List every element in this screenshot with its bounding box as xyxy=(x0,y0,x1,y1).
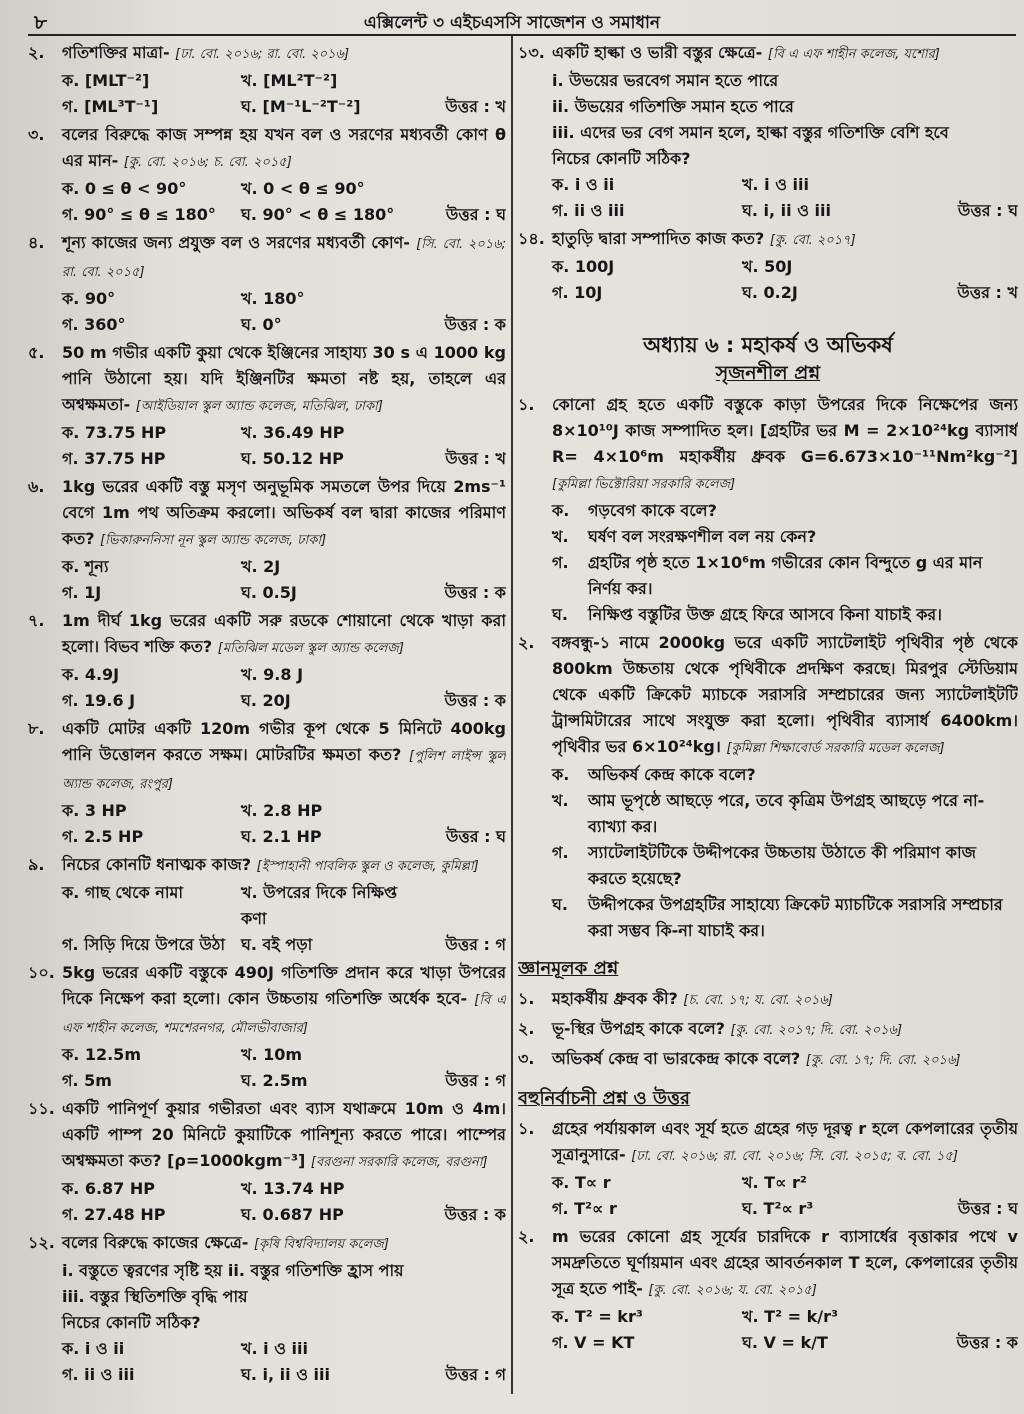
question-number: ৫. xyxy=(28,343,45,362)
question-text xyxy=(62,1096,506,1176)
question-item xyxy=(28,40,506,120)
option: খ. 36.49 HP xyxy=(241,423,345,442)
question-text xyxy=(552,1016,1018,1044)
question-number: ১৩. xyxy=(518,43,545,62)
option: ক. 6.87 HP xyxy=(62,1179,156,1198)
option: ক. শূন্য xyxy=(62,557,109,576)
question-statement: নিচের কোনটি সঠিক? xyxy=(552,149,691,168)
question-stem xyxy=(518,1224,1018,1304)
question-text xyxy=(552,40,1018,68)
part-text: গড়বেগ কাকে বলে? xyxy=(588,501,717,520)
question-body: গতিশক্তির মাত্রা- xyxy=(62,43,170,62)
options-grid xyxy=(62,798,506,850)
option: গ. T²∝ r xyxy=(552,1199,617,1218)
mcq-block-top xyxy=(518,40,1018,306)
question-stem xyxy=(28,230,506,286)
question-body: মহাকর্ষীয় ধ্রুবক কী? xyxy=(552,989,678,1008)
answer-label: উত্তর : গ xyxy=(445,1071,506,1090)
question-text xyxy=(552,1116,1018,1170)
question-stem xyxy=(518,40,1018,68)
question-stem xyxy=(28,1096,506,1176)
option: ক. 0 ≤ θ < 90° xyxy=(62,179,187,198)
option: গ. 360° xyxy=(62,315,126,334)
option: গ. সিড়ি দিয়ে উপরে উঠা xyxy=(62,935,226,954)
question-number: ১. xyxy=(518,989,535,1008)
option: ক. i ও ii xyxy=(552,175,615,194)
question-item xyxy=(28,716,506,850)
question-source: [মতিঝিল মডেল স্কুল অ্যান্ড কলেজ] xyxy=(217,641,404,656)
answer-label: উত্তর : ঘ xyxy=(445,205,506,224)
question-item xyxy=(28,230,506,338)
question-body: একটি মোটর একটি 120m গভীর কূপ থেকে 5 মিনিটে 400kg পানি উত্তোলন করতে সক্ষম। মোটরটির ক্ষমতা কত? xyxy=(62,719,506,764)
question-text xyxy=(552,392,1018,498)
part-text: গ্রহটির পৃষ্ঠ হতে 1×10⁶m গভীরের কোন বিন্দুতে g এর মান নির্ণয় কর। xyxy=(588,553,983,598)
options-grid xyxy=(552,254,1018,306)
question-source: [কু. বো. ২০১৭] xyxy=(769,233,856,248)
spacer xyxy=(932,254,1018,280)
option: ক. i ও ii xyxy=(62,1339,125,1358)
knowledge-questions xyxy=(518,986,1018,1074)
question-text xyxy=(62,340,506,420)
option: ক. 12.5m xyxy=(62,1045,141,1064)
creative-heading: সৃজনশীল প্রশ্ন xyxy=(715,362,821,384)
option: ঘ. 90° < θ ≤ 180° xyxy=(241,205,395,224)
page-header xyxy=(0,6,1024,36)
question-item xyxy=(28,1096,506,1228)
part-text: ঘর্ষণ বল সংরক্ষণশীল বল নয় কেন? xyxy=(588,527,817,546)
answer-label: উত্তর : ক xyxy=(444,583,506,602)
part-text: স্যাটেলাইটটিকে উদ্দীপকের উচ্চতায় উঠাতে কী পরিমাণ কাজ করতে হয়েছে? xyxy=(588,843,976,888)
spacer xyxy=(932,1304,1018,1330)
part-text: উদ্দীপকের উপগ্রহটির সাহায্যে ক্রিকেট ম্যাচটিকে সরাসরি সম্প্রচার করা সম্ভব কি-না যাচাই কর। xyxy=(588,895,1003,940)
question-stem xyxy=(28,608,506,662)
option: খ. 0 < θ ≤ 90° xyxy=(241,179,365,198)
option: খ. i ও iii xyxy=(241,1339,309,1358)
question-number: ৯. xyxy=(28,855,45,874)
option: ঘ. [M⁻¹L⁻²T⁻²] xyxy=(241,97,361,116)
answer-label: উত্তর : ক xyxy=(444,315,506,334)
question-item xyxy=(28,608,506,714)
question-number: ২. xyxy=(28,43,45,62)
option: খ. 13.74 HP xyxy=(241,1179,345,1198)
question-text xyxy=(62,1230,506,1258)
option: গ. 10J xyxy=(552,283,603,302)
question-part xyxy=(552,550,1018,602)
creative-question xyxy=(518,630,1018,944)
option: খ. T∝ r² xyxy=(742,1173,807,1192)
question-statement: i. উভয়ের ভরবেগ সমান হতে পারে xyxy=(552,71,779,90)
spacer xyxy=(932,172,1018,198)
answer-label: উত্তর : ঘ xyxy=(445,827,506,846)
question-number: ২. xyxy=(518,633,535,652)
question-part xyxy=(552,498,1018,524)
question-text xyxy=(552,1224,1018,1304)
option: ক. গাছ থেকে নামা xyxy=(62,883,183,902)
question-text xyxy=(552,986,1018,1014)
question-source: [পুলিশ লাইন্স স্কুল অ্যান্ড কলেজ, রংপুর] xyxy=(62,749,506,792)
option: ক. T² = kr³ xyxy=(552,1307,643,1326)
question-item xyxy=(518,1224,1018,1356)
spacer xyxy=(420,1336,506,1362)
question-part xyxy=(552,524,1018,550)
option: ঘ. 0° xyxy=(241,315,282,334)
options-grid xyxy=(62,1176,506,1228)
options-grid xyxy=(62,1336,506,1388)
answer-label: উত্তর : ঘ xyxy=(957,201,1018,220)
option: খ. 50J xyxy=(742,257,793,276)
part-label: ক. xyxy=(552,501,570,520)
question-body: কোনো গ্রহ হতে একটি বস্তুকে কাড়া উপরের দিকে নিক্ষেপের জন্য 8×10¹⁰J কাজ সম্পাদিত হল। [গ্রহটির ভর M = 2×10²⁴kg ব্যাসার্ধ R= 4×10⁶m মহাকর্ষীয় ধ্রুবক G=6.673×10⁻¹¹Nm²kg⁻²] xyxy=(552,395,1018,466)
question-stem xyxy=(518,1016,1018,1044)
question-stem xyxy=(28,474,506,554)
question-item xyxy=(28,852,506,958)
left-column xyxy=(28,40,506,1414)
question-source: [চ. বো. ১৭; য. বো. ২০১৬] xyxy=(683,993,833,1008)
spacer xyxy=(420,176,506,202)
option: গ. [ML³T⁻¹] xyxy=(62,97,159,116)
option: খ. i ও iii xyxy=(742,175,810,194)
question-source: [ইস্পাহানী পাবলিক স্কুল ও কলেজ, কুমিল্লা] xyxy=(256,859,479,874)
option: খ. উপরের দিকে নিক্ষিপ্ত কণা xyxy=(241,883,398,928)
option: গ. 27.48 HP xyxy=(62,1205,166,1224)
spacer xyxy=(420,1042,506,1068)
question-stem xyxy=(518,1116,1018,1170)
answer-label: উত্তর : খ xyxy=(445,449,506,468)
options-grid xyxy=(62,286,506,338)
question-statement: ii. উভয়ের গতিশক্তি সমান হতে পারে xyxy=(552,97,794,116)
option: ঘ. T²∝ r³ xyxy=(742,1199,814,1218)
question-number: ১২. xyxy=(28,1233,55,1252)
option: ঘ. V = k/T xyxy=(742,1333,828,1352)
question-body: গ্রহের পর্যায়কাল এবং সূর্য হতে গ্রহের গড় দূরত্ব r হলে কেপলারের তৃতীয় সূত্রানুসারে- xyxy=(552,1119,1018,1164)
option: ক. 4.9J xyxy=(62,665,120,684)
option: খ. 9.8 J xyxy=(241,665,304,684)
option: গ. 19.6 J xyxy=(62,691,136,710)
answer-label: উত্তর : ঘ xyxy=(957,1199,1018,1218)
question-item xyxy=(518,986,1018,1014)
right-column xyxy=(518,40,1018,1414)
question-item xyxy=(518,1016,1018,1044)
option: ঘ. 0.687 HP xyxy=(241,1205,344,1224)
question-body: শূন্য কাজের জন্য প্রযুক্ত বল ও সরণের মধ্যবর্তী কোণ- xyxy=(62,233,410,252)
page-number: ৮ xyxy=(34,10,47,34)
part-text: আম ভূপৃষ্ঠে আছড়ে পরে, তবে কৃত্রিম উপগ্রহ আছড়ে পরে না-ব্যাখ্যা কর। xyxy=(588,791,985,836)
question-text xyxy=(552,1046,1018,1074)
question-body: ভূ-স্থির উপগ্রহ কাকে বলে? xyxy=(552,1019,725,1038)
option: ক. 90° xyxy=(62,289,116,308)
question-part xyxy=(552,840,1018,892)
spacer xyxy=(420,798,506,824)
question-stem xyxy=(28,40,506,68)
part-text: অভিকর্ষ কেন্দ্র কাকে বলে? xyxy=(588,765,756,784)
option: ক. [MLT⁻²] xyxy=(62,71,150,90)
options-grid xyxy=(62,1042,506,1094)
spacer xyxy=(420,68,506,94)
question-body: 1kg ভরের একটি বস্তু মসৃণ অনুভূমিক সমতলে উপর দিয়ে 2ms⁻¹ বেগে 1m পথ অতিক্রম করলো। অভিকর্ষ বল দ্বারা কাজের পরিমাণ কত? xyxy=(62,477,506,548)
question-source: [আইডিয়াল স্কুল অ্যান্ড কলেজ, মতিঝিল, ঢাকা] xyxy=(135,399,383,414)
option: গ. ii ও iii xyxy=(552,201,625,220)
question-item xyxy=(28,122,506,228)
question-part xyxy=(552,762,1018,788)
question-number: ২. xyxy=(518,1019,535,1038)
question-text xyxy=(62,122,506,176)
question-number: ১১. xyxy=(28,1099,55,1118)
question-text xyxy=(62,474,506,554)
question-number: ১০. xyxy=(28,963,55,982)
question-source: [কুমিল্লা ভিক্টোরিয়া সরকারি কলেজ] xyxy=(552,477,736,492)
question-text xyxy=(552,226,1018,254)
option: ঘ. 0.5J xyxy=(241,583,297,602)
part-label: গ. xyxy=(552,553,569,572)
question-stem xyxy=(518,392,1018,498)
question-body: হাতুড়ি দ্বারা সম্পাদিত কাজ কত? xyxy=(552,229,765,248)
answer-label: উত্তর : গ xyxy=(445,935,506,954)
question-statement: নিচের কোনটি সঠিক? xyxy=(62,1313,201,1332)
question-number: ১. xyxy=(518,395,535,414)
question-number: ২. xyxy=(518,1227,535,1246)
spacer xyxy=(932,1170,1018,1196)
part-label: খ. xyxy=(552,527,569,546)
question-text xyxy=(552,630,1018,762)
mcq-heading: বহুনির্বাচনী প্রশ্ন ও উত্তর xyxy=(518,1088,690,1109)
question-stem xyxy=(28,716,506,798)
part-label: ক. xyxy=(552,765,570,784)
options-grid xyxy=(62,554,506,606)
creative-questions xyxy=(518,392,1018,944)
spacer xyxy=(420,420,506,446)
options-grid xyxy=(62,176,506,228)
option: খ. 2J xyxy=(241,557,281,576)
option: ঘ. 2.5m xyxy=(241,1071,308,1090)
question-number: ৬. xyxy=(28,477,45,496)
option: খ. T² = k/r³ xyxy=(742,1307,839,1326)
option: খ. [ML²T⁻²] xyxy=(241,71,338,90)
spacer xyxy=(420,662,506,688)
option: ঘ. 2.1 HP xyxy=(241,827,322,846)
creative-question xyxy=(518,392,1018,628)
question-body: একটি হাল্কা ও ভারী বস্তুর ক্ষেত্রে- xyxy=(552,43,763,62)
option: খ. 180° xyxy=(241,289,305,308)
question-number: ১৪. xyxy=(518,229,545,248)
question-stem xyxy=(28,852,506,880)
option: গ. V = KT xyxy=(552,1333,635,1352)
option: ক. 3 HP xyxy=(62,801,127,820)
part-label: ঘ. xyxy=(552,895,568,914)
question-statement: iii. বস্তুর স্থিতিশক্তি বৃদ্ধি পায় xyxy=(62,1287,248,1306)
option: গ. 2.5 HP xyxy=(62,827,144,846)
question-number: ৭. xyxy=(28,611,45,630)
header-divider xyxy=(28,34,1016,36)
question-stem xyxy=(28,1230,506,1258)
part-text: নিক্ষিপ্ত বস্তুটির উক্ত গ্রহে ফিরে আসবে কিনা যাচাই কর। xyxy=(588,605,942,624)
option: খ. 2.8 HP xyxy=(241,801,323,820)
option: ঘ. 20J xyxy=(241,691,291,710)
question-item xyxy=(518,40,1018,224)
question-part xyxy=(552,788,1018,840)
question-item xyxy=(518,1116,1018,1222)
question-item xyxy=(518,226,1018,306)
question-source: [বি এ এফ শাহীন কলেজ, শমশেরনগর, মৌলভীবাজার] xyxy=(62,993,506,1036)
options-grid xyxy=(552,1170,1018,1222)
question-text xyxy=(62,852,506,880)
knowledge-heading: জ্ঞানমূলক প্রশ্ন xyxy=(518,958,619,979)
question-part xyxy=(552,892,1018,944)
question-number: ১. xyxy=(518,1119,535,1138)
question-statement: i. বস্তুতে ত্বরণের সৃষ্টি হয় ii. বস্তুর গতিশক্তি হ্রাস পায় xyxy=(62,1261,404,1280)
question-source: [ভিকারুননিসা নূন স্কুল অ্যান্ড কলেজ, ঢাকা] xyxy=(100,533,327,548)
column-divider xyxy=(511,36,513,1394)
option: গ. 5m xyxy=(62,1071,112,1090)
question-number: ৮. xyxy=(28,719,45,738)
question-body: অভিকর্ষ কেন্দ্র বা ভারকেন্দ্র কাকে বলে? xyxy=(552,1049,801,1068)
question-source: [সি. বো. ২০১৬; রা. বো. ২০১৫] xyxy=(62,237,506,280)
question-part xyxy=(552,602,1018,628)
question-stem xyxy=(518,630,1018,762)
question-stem xyxy=(518,226,1018,254)
question-source: [ঢা. বো. ২০১৬; রা. বো. ২০১৬; সি. বো. ২০১৫; ব. বো. ১৫] xyxy=(631,1149,958,1164)
option: ক. T∝ r xyxy=(552,1173,611,1192)
option: গ. 90° ≤ θ ≤ 180° xyxy=(62,205,216,224)
question-source: [কৃষি বিশ্ববিদ্যালয় কলেজ] xyxy=(253,1237,390,1252)
options-grid xyxy=(62,880,506,958)
option: ঘ. 0.2J xyxy=(742,283,798,302)
chapter-title: অধ্যায় ৬ : মহাকর্ষ ও অভিকর্ষ xyxy=(643,333,893,357)
question-statement: iii. এদের ভর বেগ সমান হলে, হাল্কা বস্তুর গতিশক্তি বেশি হবে xyxy=(552,123,949,142)
question-stem xyxy=(518,1046,1018,1074)
question-source: [কু. বো. ২০১৬; চ. বো. ২০১৫] xyxy=(123,155,292,170)
question-item xyxy=(28,960,506,1094)
question-item xyxy=(28,1230,506,1388)
option: ঘ. i, ii ও iii xyxy=(742,201,832,220)
answer-label: উত্তর : গ xyxy=(445,1365,506,1384)
question-number: ৩. xyxy=(518,1049,535,1068)
question-source: [ঢা. বো. ২০১৬; রা. বো. ২০১৬] xyxy=(175,47,350,62)
question-item xyxy=(28,340,506,472)
options-grid xyxy=(62,68,506,120)
question-body: বলের বিরুদ্ধে কাজের ক্ষেত্রে- xyxy=(62,1233,249,1252)
option: ঘ. i, ii ও iii xyxy=(241,1365,331,1384)
question-text xyxy=(62,960,506,1042)
mcq-questions xyxy=(518,1116,1018,1356)
answer-label: উত্তর : ক xyxy=(444,1205,506,1224)
option: ঘ. 50.12 HP xyxy=(241,449,344,468)
question-source: [বরগুনা সরকারি কলেজ, বরগুনা] xyxy=(310,1155,488,1170)
part-label: গ. xyxy=(552,843,569,862)
question-stem xyxy=(28,960,506,1042)
question-source: [বি এ এফ শাহীন কলেজ, যশোর] xyxy=(767,47,940,62)
option: গ. 37.75 HP xyxy=(62,449,166,468)
part-label: ঘ. xyxy=(552,605,568,624)
answer-label: উত্তর : খ xyxy=(445,97,506,116)
question-text xyxy=(62,608,506,662)
question-item xyxy=(28,474,506,606)
options-grid xyxy=(552,172,1018,224)
question-item xyxy=(518,1046,1018,1074)
question-text xyxy=(62,716,506,798)
question-body: m ভরের কোনো গ্রহ সূর্যের চারদিকে r ব্যাসার্ধের বৃত্তাকার পথে v সমদ্রুতিতে ঘূর্ণায়মান এবং গ্রহের আবর্তনকাল T হলে, কেপলারের তৃতীয় সূত্র হতে পাই- xyxy=(552,1227,1018,1298)
question-text xyxy=(62,40,506,68)
spacer xyxy=(420,286,506,312)
question-body: 1m দীর্ঘ 1kg ভরের একটি সরু রডকে শোয়ানো থেকে খাড়া করা হলো। বিভব শক্তি কত? xyxy=(62,611,506,656)
spacer xyxy=(420,1176,506,1202)
option: ক. 73.75 HP xyxy=(62,423,167,442)
option: গ. ii ও iii xyxy=(62,1365,135,1384)
answer-label: উত্তর : ক xyxy=(956,1333,1018,1352)
question-body: বলের বিরুদ্ধে কাজ সম্পন্ন হয় যখন বল ও সরণের মধ্যবর্তী কোণ θ এর মান- xyxy=(62,125,506,170)
question-body: নিচের কোনটি ধনাত্মক কাজ? xyxy=(62,855,252,874)
options-grid xyxy=(552,1304,1018,1356)
question-source: [কু. বো. ২০১৬; য. বো. ২০১৫] xyxy=(648,1283,817,1298)
spacer xyxy=(420,554,506,580)
option: খ. 10m xyxy=(241,1045,303,1064)
spacer xyxy=(420,880,506,932)
question-source: [কুমিল্লা শিক্ষাবোর্ড সরকারি মডেল কলেজ] xyxy=(726,741,945,756)
question-source: [কু. বো. ১৭; দি. বো. ২০১৬] xyxy=(805,1053,961,1068)
option: গ. 1J xyxy=(62,583,102,602)
options-grid xyxy=(62,420,506,472)
answer-label: উত্তর : খ xyxy=(957,283,1018,302)
question-body: 50 m গভীর একটি কুয়া থেকে ইঞ্জিনের সাহায্য 30 s এ 1000 kg পানি উঠানো হয়। যদি ইঞ্জিনটির ক্ষমতা নষ্ট হয়, তাহলে এর অশ্বক্ষমতা- xyxy=(62,343,506,414)
question-stem xyxy=(28,122,506,176)
question-stem xyxy=(28,340,506,420)
answer-label: উত্তর : ক xyxy=(444,691,506,710)
question-number: ৩. xyxy=(28,125,45,144)
question-body: বঙ্গবন্ধু-১ নামে 2000kg ভরে একটি স্যাটেলাইট পৃথিবীর পৃষ্ঠ থেকে 800km উচ্চতায় থেকে পৃথিবীকে প্রদক্ষিণ করছে। মিরপুর স্টেডিয়াম থেকে একটি ক্রিকেট ম্যাচকে সরাসরি সম্প্রচারের জন্য স্যাটেলাইটটি ট্রান্সমিটারের সাথে সংযুক্ত করা হলো। পৃথিবীর ব্যাসার্ধ 6400km। পৃথিবীর ভর 6×10²⁴kg। xyxy=(552,633,1018,756)
part-label: খ. xyxy=(552,791,569,810)
question-body: একটি পানিপূর্ণ কুয়ার গভীরতা এবং ব্যাস যথাক্রমে 10m ও 4m। একটি পাম্প 20 মিনিটে কুয়াটিকে পানিশূন্য করতে পারে। পাম্পের অশ্বক্ষমতা কত? [ρ=1000kgm⁻³] xyxy=(62,1099,506,1170)
question-stem xyxy=(518,986,1018,1014)
option: ক. 100J xyxy=(552,257,615,276)
question-source: [কু. বো. ২০১৭; দি. বো. ২০১৬] xyxy=(730,1023,903,1038)
question-body: 5kg ভরের একটি বস্তুকে 490J গতিশক্তি প্রদান করে খাড়া উপরের দিকে নিক্ষেপ করা হলো। কোন উচ্চতায় গতিশক্তি অর্ধেক হবে- xyxy=(62,963,506,1008)
book-title: এক্সিলেন্ট ৩ এইচএসসি সাজেশন ও সমাধান xyxy=(363,13,661,33)
options-grid xyxy=(62,662,506,714)
question-number: ৪. xyxy=(28,233,45,252)
option: ঘ. বই পড়া xyxy=(241,935,313,954)
question-text xyxy=(62,230,506,286)
